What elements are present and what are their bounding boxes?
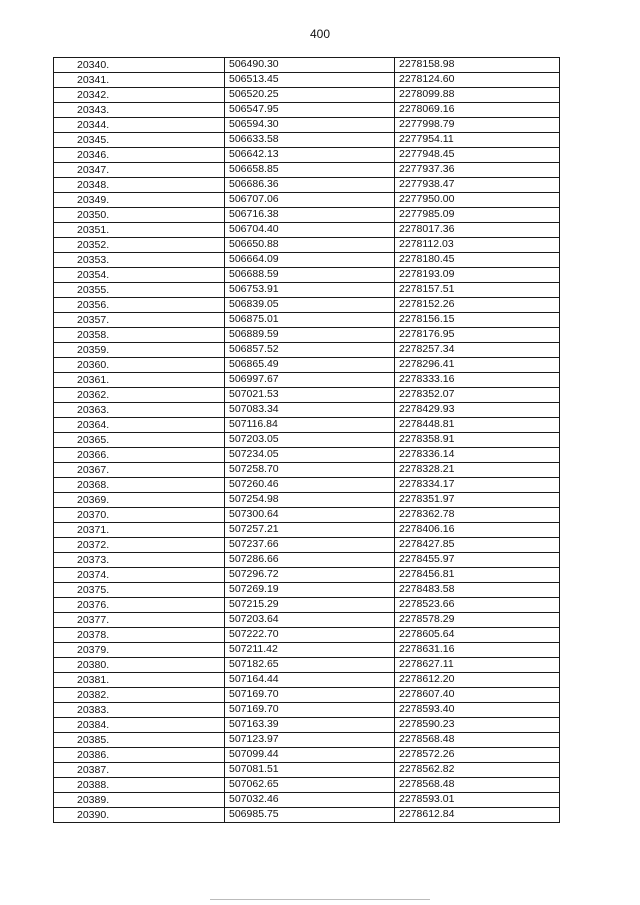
table-row	[54, 88, 560, 103]
point-number-cell: 20343.	[54, 103, 225, 118]
table-row	[54, 103, 560, 118]
point-number-cell: 20365.	[54, 433, 225, 448]
point-number-cell: 20364.	[54, 418, 225, 433]
y-coordinate-cell: 2278328.21	[395, 463, 560, 478]
point-number-cell: 20375.	[54, 583, 225, 598]
table-row	[54, 268, 560, 283]
point-number-cell: 20366.	[54, 448, 225, 463]
table-row	[54, 178, 560, 193]
y-coordinate-cell: 2278429.93	[395, 403, 560, 418]
x-coordinate-cell: 507182.65	[225, 658, 395, 673]
point-number-cell: 20373.	[54, 553, 225, 568]
table-row	[54, 523, 560, 538]
table-row	[54, 778, 560, 793]
table-row	[54, 718, 560, 733]
x-coordinate-cell: 507083.34	[225, 403, 395, 418]
y-coordinate-cell: 2277998.79	[395, 118, 560, 133]
point-number-cell: 20351.	[54, 223, 225, 238]
point-number-cell: 20367.	[54, 463, 225, 478]
x-coordinate-cell: 506707.06	[225, 193, 395, 208]
x-coordinate-cell: 506642.13	[225, 148, 395, 163]
point-number-cell: 20386.	[54, 748, 225, 763]
point-number-cell: 20382.	[54, 688, 225, 703]
table-row	[54, 478, 560, 493]
y-coordinate-cell: 2277985.09	[395, 208, 560, 223]
x-coordinate-cell: 506490.30	[225, 58, 395, 73]
x-coordinate-cell: 507123.97	[225, 733, 395, 748]
x-coordinate-cell: 506704.40	[225, 223, 395, 238]
point-number-cell: 20345.	[54, 133, 225, 148]
x-coordinate-cell: 506547.95	[225, 103, 395, 118]
x-coordinate-cell: 507258.70	[225, 463, 395, 478]
y-coordinate-cell: 2278152.26	[395, 298, 560, 313]
table-row	[54, 448, 560, 463]
y-coordinate-cell: 2278351.97	[395, 493, 560, 508]
table-row	[54, 418, 560, 433]
point-number-cell: 20388.	[54, 778, 225, 793]
point-number-cell: 20383.	[54, 703, 225, 718]
coordinates-table	[53, 57, 560, 823]
x-coordinate-cell: 507116.84	[225, 418, 395, 433]
table-row	[54, 118, 560, 133]
point-number-cell: 20349.	[54, 193, 225, 208]
y-coordinate-cell: 2278156.15	[395, 313, 560, 328]
y-coordinate-cell: 2278568.48	[395, 733, 560, 748]
table-row	[54, 598, 560, 613]
table-row	[54, 328, 560, 343]
coordinates-table-body	[54, 58, 560, 823]
y-coordinate-cell: 2278158.98	[395, 58, 560, 73]
x-coordinate-cell: 507257.21	[225, 523, 395, 538]
table-row	[54, 583, 560, 598]
point-number-cell: 20389.	[54, 793, 225, 808]
x-coordinate-cell: 506839.05	[225, 298, 395, 313]
y-coordinate-cell: 2278568.48	[395, 778, 560, 793]
table-row	[54, 628, 560, 643]
y-coordinate-cell: 2278562.82	[395, 763, 560, 778]
y-coordinate-cell: 2277937.36	[395, 163, 560, 178]
y-coordinate-cell: 2278631.16	[395, 643, 560, 658]
point-number-cell: 20344.	[54, 118, 225, 133]
y-coordinate-cell: 2278336.14	[395, 448, 560, 463]
point-number-cell: 20381.	[54, 673, 225, 688]
table-row	[54, 508, 560, 523]
table-row	[54, 673, 560, 688]
table-row	[54, 748, 560, 763]
table-row	[54, 283, 560, 298]
y-coordinate-cell: 2278593.40	[395, 703, 560, 718]
y-coordinate-cell: 2278180.45	[395, 253, 560, 268]
table-row	[54, 133, 560, 148]
x-coordinate-cell: 507237.66	[225, 538, 395, 553]
y-coordinate-cell: 2277950.00	[395, 193, 560, 208]
y-coordinate-cell: 2277954.11	[395, 133, 560, 148]
point-number-cell: 20370.	[54, 508, 225, 523]
y-coordinate-cell: 2278193.09	[395, 268, 560, 283]
table-row	[54, 403, 560, 418]
point-number-cell: 20353.	[54, 253, 225, 268]
x-coordinate-cell: 507163.39	[225, 718, 395, 733]
y-coordinate-cell: 2278605.64	[395, 628, 560, 643]
y-coordinate-cell: 2278296.41	[395, 358, 560, 373]
point-number-cell: 20380.	[54, 658, 225, 673]
table-row	[54, 148, 560, 163]
x-coordinate-cell: 506875.01	[225, 313, 395, 328]
x-coordinate-cell: 506753.91	[225, 283, 395, 298]
y-coordinate-cell: 2278523.66	[395, 598, 560, 613]
table-row	[54, 613, 560, 628]
y-coordinate-cell: 2278448.81	[395, 418, 560, 433]
x-coordinate-cell: 507234.05	[225, 448, 395, 463]
point-number-cell: 20347.	[54, 163, 225, 178]
table-row	[54, 253, 560, 268]
x-coordinate-cell: 507211.42	[225, 643, 395, 658]
footer-divider	[210, 899, 430, 900]
point-number-cell: 20372.	[54, 538, 225, 553]
table-row	[54, 343, 560, 358]
table-row	[54, 538, 560, 553]
x-coordinate-cell: 506688.59	[225, 268, 395, 283]
y-coordinate-cell: 2278455.97	[395, 553, 560, 568]
table-row	[54, 643, 560, 658]
point-number-cell: 20387.	[54, 763, 225, 778]
y-coordinate-cell: 2278607.40	[395, 688, 560, 703]
x-coordinate-cell: 506686.36	[225, 178, 395, 193]
x-coordinate-cell: 507203.64	[225, 613, 395, 628]
y-coordinate-cell: 2278352.07	[395, 388, 560, 403]
point-number-cell: 20371.	[54, 523, 225, 538]
x-coordinate-cell: 507260.46	[225, 478, 395, 493]
x-coordinate-cell: 507296.72	[225, 568, 395, 583]
table-row	[54, 358, 560, 373]
y-coordinate-cell: 2278456.81	[395, 568, 560, 583]
point-number-cell: 20341.	[54, 73, 225, 88]
point-number-cell: 20360.	[54, 358, 225, 373]
table-row	[54, 163, 560, 178]
x-coordinate-cell: 506997.67	[225, 373, 395, 388]
point-number-cell: 20384.	[54, 718, 225, 733]
y-coordinate-cell: 2278590.23	[395, 718, 560, 733]
x-coordinate-cell: 507021.53	[225, 388, 395, 403]
point-number-cell: 20378.	[54, 628, 225, 643]
point-number-cell: 20376.	[54, 598, 225, 613]
x-coordinate-cell: 506857.52	[225, 343, 395, 358]
y-coordinate-cell: 2278176.95	[395, 328, 560, 343]
y-coordinate-cell: 2278578.29	[395, 613, 560, 628]
y-coordinate-cell: 2278157.51	[395, 283, 560, 298]
point-number-cell: 20363.	[54, 403, 225, 418]
point-number-cell: 20361.	[54, 373, 225, 388]
y-coordinate-cell: 2278257.34	[395, 343, 560, 358]
x-coordinate-cell: 506658.85	[225, 163, 395, 178]
x-coordinate-cell: 507269.19	[225, 583, 395, 598]
point-number-cell: 20357.	[54, 313, 225, 328]
x-coordinate-cell: 506633.58	[225, 133, 395, 148]
x-coordinate-cell: 506889.59	[225, 328, 395, 343]
table-row	[54, 493, 560, 508]
x-coordinate-cell: 507032.46	[225, 793, 395, 808]
point-number-cell: 20377.	[54, 613, 225, 628]
point-number-cell: 20352.	[54, 238, 225, 253]
table-row	[54, 58, 560, 73]
x-coordinate-cell: 506520.25	[225, 88, 395, 103]
table-row	[54, 463, 560, 478]
y-coordinate-cell: 2278333.16	[395, 373, 560, 388]
x-coordinate-cell: 506513.45	[225, 73, 395, 88]
table-row	[54, 808, 560, 823]
point-number-cell: 20342.	[54, 88, 225, 103]
table-row	[54, 388, 560, 403]
y-coordinate-cell: 2278112.03	[395, 238, 560, 253]
table-row	[54, 658, 560, 673]
point-number-cell: 20390.	[54, 808, 225, 823]
table-row	[54, 208, 560, 223]
x-coordinate-cell: 506650.88	[225, 238, 395, 253]
point-number-cell: 20355.	[54, 283, 225, 298]
point-number-cell: 20348.	[54, 178, 225, 193]
y-coordinate-cell: 2278406.16	[395, 523, 560, 538]
x-coordinate-cell: 507081.51	[225, 763, 395, 778]
x-coordinate-cell: 507099.44	[225, 748, 395, 763]
x-coordinate-cell: 507203.05	[225, 433, 395, 448]
x-coordinate-cell: 507254.98	[225, 493, 395, 508]
table-row	[54, 688, 560, 703]
point-number-cell: 20362.	[54, 388, 225, 403]
point-number-cell: 20354.	[54, 268, 225, 283]
point-number-cell: 20369.	[54, 493, 225, 508]
point-number-cell: 20350.	[54, 208, 225, 223]
point-number-cell: 20359.	[54, 343, 225, 358]
y-coordinate-cell: 2278069.16	[395, 103, 560, 118]
y-coordinate-cell: 2278358.91	[395, 433, 560, 448]
x-coordinate-cell: 507286.66	[225, 553, 395, 568]
table-row	[54, 193, 560, 208]
x-coordinate-cell: 507215.29	[225, 598, 395, 613]
table-row	[54, 73, 560, 88]
table-row	[54, 553, 560, 568]
table-row	[54, 238, 560, 253]
point-number-cell: 20374.	[54, 568, 225, 583]
point-number-cell: 20358.	[54, 328, 225, 343]
point-number-cell: 20368.	[54, 478, 225, 493]
point-number-cell: 20379.	[54, 643, 225, 658]
point-number-cell: 20346.	[54, 148, 225, 163]
x-coordinate-cell: 506664.09	[225, 253, 395, 268]
table-row	[54, 793, 560, 808]
x-coordinate-cell: 507164.44	[225, 673, 395, 688]
y-coordinate-cell: 2278334.17	[395, 478, 560, 493]
x-coordinate-cell: 506594.30	[225, 118, 395, 133]
x-coordinate-cell: 507169.70	[225, 703, 395, 718]
y-coordinate-cell: 2278124.60	[395, 73, 560, 88]
table-row	[54, 298, 560, 313]
y-coordinate-cell: 2278017.36	[395, 223, 560, 238]
x-coordinate-cell: 507169.70	[225, 688, 395, 703]
x-coordinate-cell: 506865.49	[225, 358, 395, 373]
y-coordinate-cell: 2278612.20	[395, 673, 560, 688]
x-coordinate-cell: 507300.64	[225, 508, 395, 523]
page-number: 400	[309, 27, 331, 41]
y-coordinate-cell: 2278612.84	[395, 808, 560, 823]
table-row	[54, 433, 560, 448]
table-row	[54, 568, 560, 583]
y-coordinate-cell: 2278099.88	[395, 88, 560, 103]
x-coordinate-cell: 507062.65	[225, 778, 395, 793]
table-row	[54, 373, 560, 388]
y-coordinate-cell: 2277938.47	[395, 178, 560, 193]
point-number-cell: 20356.	[54, 298, 225, 313]
y-coordinate-cell: 2278362.78	[395, 508, 560, 523]
x-coordinate-cell: 507222.70	[225, 628, 395, 643]
table-row	[54, 223, 560, 238]
y-coordinate-cell: 2278483.58	[395, 583, 560, 598]
point-number-cell: 20385.	[54, 733, 225, 748]
y-coordinate-cell: 2278593.01	[395, 793, 560, 808]
table-row	[54, 703, 560, 718]
table-row	[54, 313, 560, 328]
y-coordinate-cell: 2278627.11	[395, 658, 560, 673]
y-coordinate-cell: 2278572.26	[395, 748, 560, 763]
y-coordinate-cell: 2277948.45	[395, 148, 560, 163]
point-number-cell: 20340.	[54, 58, 225, 73]
y-coordinate-cell: 2278427.85	[395, 538, 560, 553]
x-coordinate-cell: 506716.38	[225, 208, 395, 223]
table-row	[54, 763, 560, 778]
x-coordinate-cell: 506985.75	[225, 808, 395, 823]
table-row	[54, 733, 560, 748]
